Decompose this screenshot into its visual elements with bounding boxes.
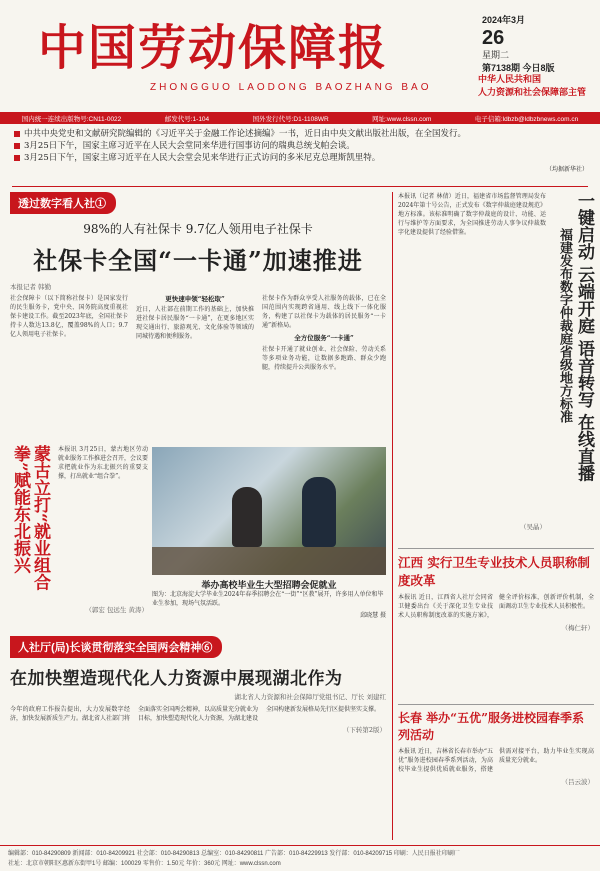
weekday: 星期二	[482, 50, 510, 60]
second-byline: 湖北省人力资源和社会保障厅党组书记、厅长 刘建红	[234, 693, 386, 701]
lead-subheadline: 98%的人有社保卡 9.7亿人领用电子社保卡	[83, 222, 313, 236]
masthead	[0, 0, 600, 108]
newspaper-title: 中国劳动保障报	[38, 20, 389, 76]
lead-body-1: 社会保障卡（以下简称社保卡）是国家发行的民生服务卡，党中央、国务院高度重视社保卡建设工作。截至2023年底，全国社保卡持卡人数达13.8亿，覆盖98%的人口；9.7亿人领用电子社保卡。	[10, 295, 128, 338]
lead-body-3: 社保卡作为群众享受人社服务的载体，已在全国范围内实现跨省通用、线上线下一体化服务，构建了以社保卡为载体的居民服务“一卡通”新格局。	[262, 295, 386, 329]
footer	[0, 845, 600, 871]
briefs-source: （均据新华社）	[545, 166, 588, 173]
brief-2: 3月25日下午，国家主席习近平在人民大会堂同来华进行国事访问的瑞典总统戈帕会谈。	[12, 140, 588, 152]
second-continued: （下转第2版）	[342, 726, 386, 734]
right-mid-body: 本报讯 近日，江西省人社厅会同省卫健委出台《关于深化卫生专业技术人员职称制度改革的实施方案》，健全评价标准，创新评价机制，全面调动卫生专业技术人员积极性。	[398, 594, 594, 619]
photo-person-2	[302, 477, 336, 547]
info-postal: 邮发代号:1-104	[164, 115, 210, 123]
lead-byline: 本报记者 韩勤	[10, 283, 52, 291]
lead-section-label: 更快速申领“轻松取”	[165, 295, 225, 303]
second-column-tag: 人社厅(局)长谈贯彻落实全国两会精神⑥	[10, 636, 222, 658]
right-bot-headline: 长春 举办“五优”服务进校园春季系列活动	[398, 711, 584, 742]
photo-person-1	[232, 487, 262, 547]
footer-line-2: 社址：北京市朝阳区惠新东街甲1号 邮编：100029 零售价：1.50元 年价：360元 网址：www.clssn.com	[8, 861, 281, 867]
publisher-line-1: 中华人民共和国	[478, 75, 542, 85]
right-bot-story	[398, 704, 594, 843]
brief-3: 3月25日下午，国家主席习近平在人民大会堂会见来华进行正式访问的多米尼克总理斯凯里特。	[12, 152, 588, 164]
right-mid-headline: 江西 实行卫生专业技术人员职称制度改革	[398, 555, 590, 588]
info-foreign: 国外发行代号:D1-1108WR	[252, 115, 329, 123]
right-top-byline: （吴晶）	[520, 523, 546, 531]
second-story	[10, 636, 386, 841]
news-photo	[152, 447, 386, 575]
info-email[interactable]: 电子信箱:ldbzb@ldbzbnews.com.cn	[474, 115, 579, 123]
publisher	[478, 74, 594, 100]
info-website[interactable]: 网址:www.clssn.com	[372, 115, 432, 123]
right-mid-byline: （梅仁轩）	[561, 624, 594, 632]
footer-line-1: 编辑部：010-84290809 新闻部：010-84209921 社会部：010-84290813 总编室：010-84290811 广告部：010-84229913 发行部：010-84209715 印刷：人民日报社印刷厂	[8, 851, 460, 857]
publisher-line-2: 人力资源和社会保障部主管	[478, 88, 587, 98]
feature-body: 本报讯 3月25日，蒙古地区劳动就业服务工作推进会召开，会议要求把就业作为东北振兴的重要支撑，打出就业“组合拳”。	[58, 446, 149, 480]
lead-section-label-2: 全方位服务“一卡通”	[294, 334, 354, 342]
right-top-feature	[398, 192, 594, 542]
right-top-vertical-sub: 福建发布数字仲裁庭省级地方标准	[557, 228, 572, 423]
right-bot-byline: （吕云波）	[561, 778, 594, 786]
feature-byline: （郭宏 包远生 黄涛）	[85, 606, 148, 614]
brief-1: 中共中央党史和文献研究院编辑的《习近平关于金融工作论述摘编》一书，近日由中央文献出版社出版，在全国发行。	[12, 128, 588, 140]
right-top-vertical-headline: 一键启动 云端开庭 语音转写 在线直播	[574, 192, 594, 482]
photo-caption-title: 举办高校毕业生大型招聘会促就业	[201, 581, 337, 591]
newspaper-pinyin: ZHONGGUO LAODONG BAOZHANG BAO	[150, 82, 432, 93]
second-headline: 在加快塑造现代化人力资源中展现湖北作为	[10, 669, 343, 689]
date-day: 26	[482, 27, 505, 49]
column-tag: 透过数字看人社①	[10, 192, 116, 214]
right-top-body: 本报讯（记者 林倩）近日，福建省市场监督管理局发布2024年第十号公告，正式发布《数字仲裁庭建设规范》地方标准。该标准明确了数字仲裁庭的设计、功能、运行与维护等方面要求，为全国推进劳动人事争议仲裁数字化建设提供了经验借鉴。	[398, 193, 546, 236]
photo-desk	[152, 547, 386, 575]
feature-vertical-headline: 蒙古立打“就业组合拳”赋能东北振兴	[10, 445, 50, 591]
issue-number: 第7138期 今日8版	[482, 63, 555, 73]
right-bot-body: 本报讯 近日，吉林省长春市举办“五优”服务进校园春季系列活动，为高校毕业生提供优质就业服务，搭建供需对接平台，助力毕业生实现高质量充分就业。	[398, 748, 594, 773]
info-cn: 国内统一连续出版物号:CN11-0022	[21, 115, 122, 123]
news-briefs	[12, 128, 588, 187]
lead-body-columns	[10, 294, 386, 372]
second-body: 今年的政府工作报告提出，大力发展数字经济，加快发展新质生产力。湖北省人社部门将全面落实全国两会精神，以高质量充分就业为目标，加快塑造现代化人力资源，为湖北建设全国构建新发展格局先行区提供坚实支撑。	[10, 706, 381, 722]
lead-body-4: 社保卡开通了就业创业、社会保险、劳动关系等多项业务功能，让数据多跑路、群众少跑腿，持续提升公共服务水平。	[262, 346, 386, 371]
left-feature	[10, 445, 150, 625]
lead-body-2: 近日，人社部在前期工作的基础上，加快推进社保卡居民服务“一卡通”，在更多地区实现交通出行、旅游观光、文化体验等领域的同城待遇和便利服务。	[136, 306, 254, 340]
photo-credit: 邱晓慧 摄	[360, 612, 386, 619]
info-bar	[0, 112, 600, 124]
lead-headline: 社保卡全国“一卡通”加速推进	[33, 246, 363, 275]
right-mid-story	[398, 548, 594, 699]
date-month: 2024年3月	[482, 15, 526, 25]
date-box	[482, 14, 592, 75]
photo-caption-body: 图为：北京海淀大学毕业生2024年春季招聘会在“一街”“区教”展开，许多用人单位和毕业生参加，现场气氛活跃。	[152, 591, 384, 607]
column-divider	[392, 192, 393, 840]
